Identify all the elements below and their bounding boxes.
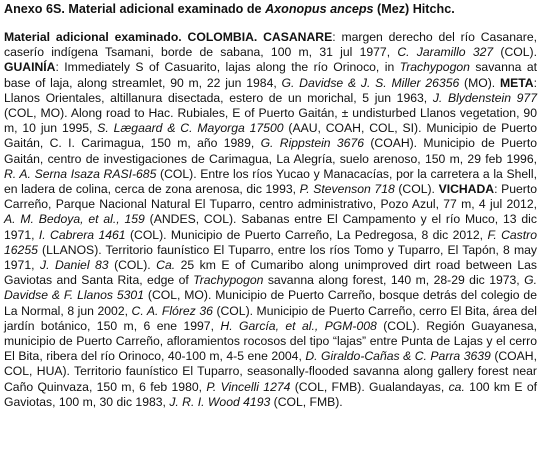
specimen-citation: P. Vincelli 1274 [206, 379, 291, 394]
title-prefix: Anexo 6S. Material adicional examinado de [4, 2, 266, 16]
region-heading: VICHADA [438, 182, 495, 197]
locality-text: (COL, MO). Along road to Hac. Rubiales, E of Puerto Gaitán, ± undisturbed Llanos vegetation, 90 m, 10 jun 1995, [4, 106, 537, 136]
specimen-citation: ca. [448, 379, 465, 394]
specimen-citation: G. Rippstein 3676 [260, 136, 365, 151]
locality-text: (LLANOS). Territorio faunístico El Tuparro, entre los ríos Tomo y Tuparro, El Tapón, 8 may 1971, [4, 242, 537, 273]
specimen-citation: I. Cabrera 1461 [38, 227, 126, 242]
locality-text: (COL). Municipio de Puerto Carreño, cerro El Bita, área del jardín botánico, 150 m, 6 ene 1997, [4, 303, 538, 333]
locality-text: (COAH). Municipio de Puerto Gaitán, centro de investigaciones de Carimagua, La Alegría, suelo arenoso, 150 m, 29 feb 1996, [4, 136, 537, 166]
specimen-citation: C. A. Flórez 36 [131, 303, 213, 318]
locality-text: (COL, FMB). Gualandayas, [290, 379, 449, 394]
annex-title [4, 2, 537, 17]
locality-text: : margen derecho del río Casanare, caserío indígena Tsamani, borde de sabana, 100 m, 31 jul 1977, [4, 30, 537, 60]
specimen-citation: Trachypogon [399, 60, 470, 75]
locality-text: (COL). Región Guayanesa, municipio de Puerto Carreño, afloramientos rocosos del tipo “lajas” entre Punta de Lajas y el cerro El Bita, ribera del río Orinoco, 40-100 m, 4-5 ene 2004, [4, 318, 537, 364]
locality-text: (COL). Municipio de Puerto Carreño, La Pedregosa, 8 dic 2012, [125, 227, 488, 242]
specimen-citation: G. Davidse & F. Llanos 5301 [4, 273, 537, 303]
specimen-citation: C. Jaramillo 327 [397, 45, 494, 60]
specimen-citation: Ca. [156, 258, 176, 273]
locality-text: (COL, FMB). [270, 394, 343, 409]
specimen-citation: J. Daniel 83 [40, 258, 109, 273]
locality-text: (COL). [493, 45, 537, 60]
specimen-citation: H. García, et al., PGM-008 [220, 318, 377, 333]
locality-text: : Immediately S of Casuarito, lajas along the río Orinoco, in [55, 60, 400, 75]
specimen-citation: F. Castro 16255 [4, 227, 537, 257]
specimen-citation: Trachypogon [193, 273, 264, 288]
locality-text: savanna along forest, 140 m, 28-29 dic 1973, [263, 273, 525, 288]
locality-text: (ANDES, COL). Sabanas entre El Campamento y el río Muco, 13 dic 1971, [4, 212, 537, 242]
specimen-list-paragraph [4, 30, 537, 410]
locality-text: (MO). [459, 75, 500, 90]
specimen-citation: S. Lægaard & C. Mayorga 17500 [97, 121, 284, 136]
specimen-citation: A. M. Bedoya, et al., 159 [4, 212, 145, 227]
region-heading: Material adicional examinado. COLOMBIA. CASANARE [4, 30, 333, 44]
specimen-citation: P. Stevenson 718 [299, 182, 395, 197]
locality-text: : Llanos Orientales, altillanura disectada, estero de un morichal, 5 jun 1963, [4, 75, 537, 105]
locality-text: (COAH, COL, HUA). Territorio faunístico El Tuparro, seasonally-flooded savanna along gallery forest near Caño Quinvaza, 150 m, 6 feb 1980, [4, 349, 537, 394]
locality-text: (COL). Entre los ríos Yucao y Manacacías, por la carretera a la Shell, en ladera de colina, cerca de zona arenosa, dic 1993, [4, 166, 537, 197]
specimen-citation: R. A. Serna Isaza RASI-685 [4, 166, 157, 181]
specimen-citation: J. Blydenstein 977 [432, 90, 537, 105]
title-suffix: (Mez) Hitchc. [373, 2, 455, 16]
specimen-citation: G. Davidse & J. S. Miller 26356 [281, 75, 460, 90]
title-species: Axonopus anceps [265, 2, 374, 16]
specimen-citation: D. Giraldo-Cañas & C. Parra 3639 [305, 349, 491, 364]
locality-text: 25 km E of Cumaribo along unimproved dirt road between Las Gaviotas and Santa Rita, edge of [4, 258, 538, 288]
region-heading: GUAINÍA [4, 60, 56, 75]
locality-text: (COL, MO). Municipio de Puerto Carreño, bosque detrás del colegio de La Normal, 8 jun 2002, [4, 288, 537, 318]
locality-text: (COL). [108, 258, 157, 273]
locality-text: 100 km E of Gaviotas, 100 m, 30 dic 1983, [4, 379, 537, 409]
region-heading: META [499, 75, 534, 90]
locality-text: (COL). [394, 182, 439, 197]
locality-text: savanna at base of laja, along streamlet, 90 m, 22 jun 1984, [4, 60, 537, 90]
locality-text: : Puerto Carreño, Parque Nacional Natural El Tuparro, centro administrativo, Pozo Azul, 77 m, 4 jul 2012, [4, 182, 538, 212]
locality-text: (AAU, COAH, COL, SI). Municipio de Puerto Gaitán, C. I. Carimagua, 150 m, año 1989, [4, 121, 538, 151]
specimen-citation: J. R. I. Wood 4193 [169, 394, 271, 409]
